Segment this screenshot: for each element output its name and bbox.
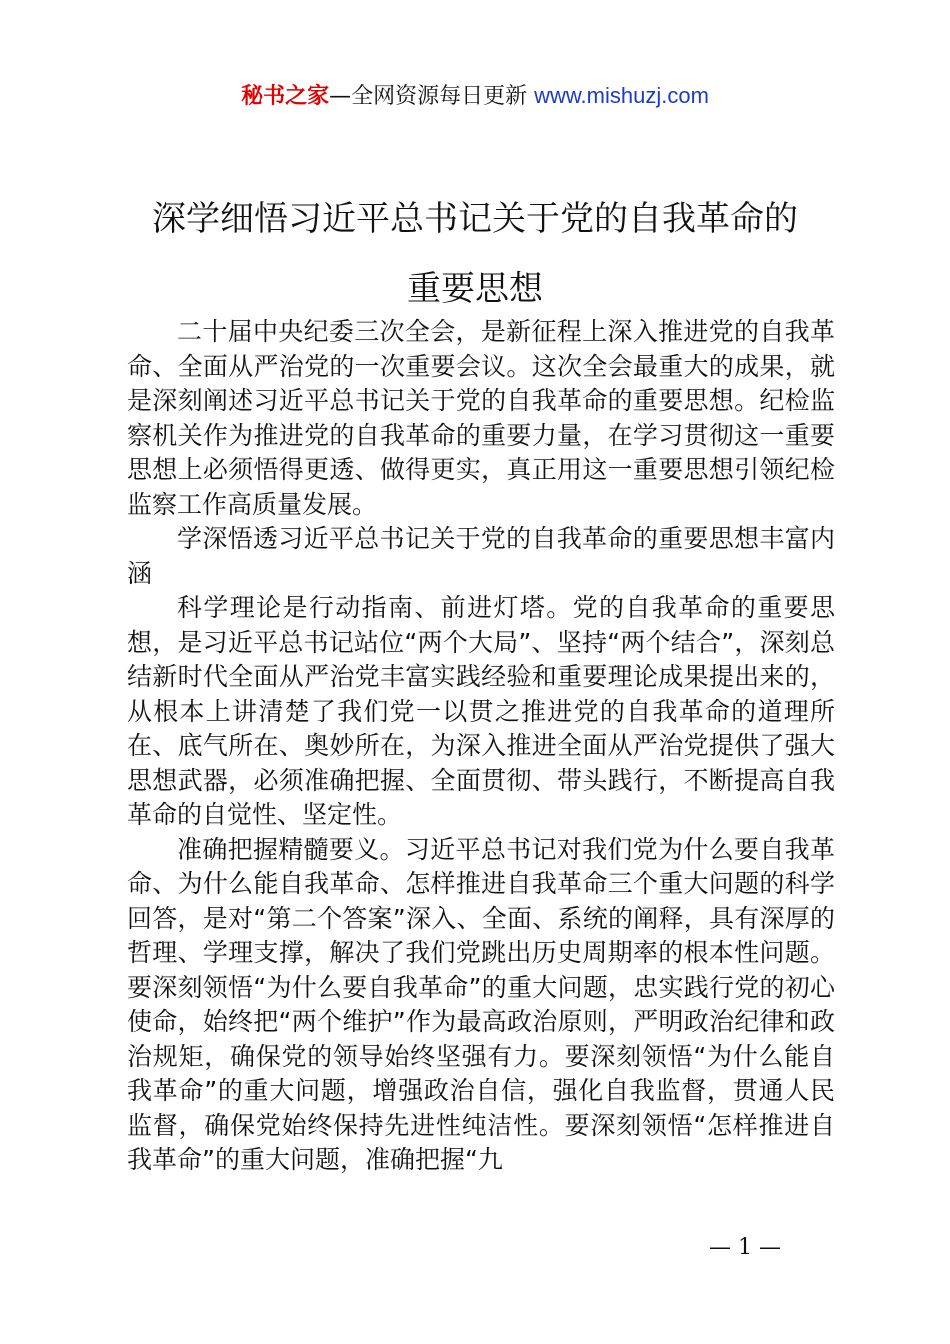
paragraph-intro: 二十届中央纪委三次全会，是新征程上深入推进党的自我革命、全面从严治党的一次重要会议。这次全会最重大的成果，就是深刻阐述习近平总书记关于党的自我革命的重要思想。纪检监察机关作为推进党的自我革命的重要力量，在学习贯彻这一重要思想上必须悟得更透、做得更实，真正用这一重要思想引领纪检监察工作高质量发展。 — [127, 317, 835, 519]
site-header — [0, 80, 950, 113]
title-line-2: 重要思想 — [407, 269, 543, 309]
document-body — [127, 315, 835, 1178]
paragraph-theory: 科学理论是行动指南、前进灯塔。党的自我革命的重要思想，是习近平总书记站位“两个大局”、坚持“两个结合”，深刻总结新时代全面从严治党丰富实践经验和重要理论成果提出来的，从根本上讲清楚了我们党一以贯之推进党的自我革命的道理所在、底气所在、奥妙所在，为深入推进全面从严治党提供了强大思想武器，必须准确把握、全面贯彻、带头践行，不断提高自我革命的自觉性、坚定性。 — [127, 593, 835, 829]
title-line-1: 深学细悟习近平总书记关于党的自我革命的 — [152, 199, 798, 239]
paragraph-essence: 准确把握精髓要义。习近平总书记对我们党为什么要自我革命、为什么能自我革命、怎样推进自我革命三个重大问题的科学回答，是对“第二个答案”深入、全面、系统的阐释，具有深厚的哲理、学理支撑，解决了我们党跳出历史周期率的根本性问题。要深刻领悟“为什么要自我革命”的重大问题，忠实践行党的初心使命，始终把“两个维护”作为最高政治原则，严明政治纪律和政治规矩，确保党的领导始终坚强有力。要深刻领悟“为什么能自我革命”的重大问题，增强政治自信，强化自我监督，贯通人民监督，确保党始终保持先进性纯洁性。要深刻领悟“怎样推进自我革命”的重大问题，准确把握“九 — [127, 834, 835, 1174]
document-title — [100, 184, 850, 324]
site-brand: 秘书之家 — [241, 84, 330, 109]
page-number: — 1 — — [709, 1235, 781, 1260]
site-tagline: —全网资源每日更新 — [329, 84, 528, 109]
section-heading: 学深悟透习近平总书记关于党的自我革命的重要思想丰富内涵 — [127, 524, 835, 588]
site-url[interactable]: www.mishuzj.com — [534, 83, 709, 108]
